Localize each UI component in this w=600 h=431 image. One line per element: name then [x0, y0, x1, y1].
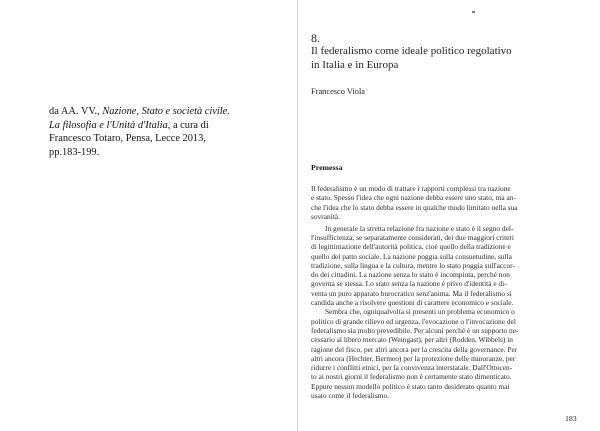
body-line: to ai nostri giorni il federalismo non è certamente stato dimenticato. [311, 372, 512, 382]
body-text [311, 184, 591, 400]
citation-line-1: da AA. VV., Nazione, Stato e società civile. [49, 106, 230, 117]
body-line: quello del patto sociale. La nazione poggia sulla consuetudine, sulla [311, 251, 512, 261]
chapter-title-line: in Italia e in Europa [311, 59, 399, 71]
chapter-number: 8. [311, 31, 320, 45]
body-line: tradizione, sulla lingua e la cultura, mentre lo stato poggia sull'accor- [311, 260, 515, 270]
body-line: e stato. Spesso l'idea che ogni nazione debba essere uno stato, ma an- [311, 193, 516, 203]
body-line: usato come il federalismo. [311, 391, 389, 401]
body-line: altri ancora (Hechter, Bermeo) per la protezione delle minoranze, per [311, 353, 516, 363]
source-citation [49, 105, 289, 159]
section-heading: Premessa [311, 163, 343, 172]
scan-mark [472, 11, 475, 13]
body-line: In generale la stretta relazione fra nazione e stato è il segno del- [325, 223, 514, 233]
body-line: di legittimazione dell'autorità politica, cioè quello della tradizione e [311, 242, 511, 252]
chapter-title-line: Il federalismo come ideale politico regolativo [311, 45, 512, 57]
author-name: Francesco Viola [311, 87, 365, 96]
body-line: Sembra che, ogniqualvolta si presenti un problema economico o [325, 307, 515, 317]
chapter-title [311, 44, 512, 72]
page-number: 183 [565, 414, 577, 423]
body-line: ridurre i conflitti etnici, per la convivenza interstatale. Dall'Ottocen- [311, 363, 513, 373]
left-page [0, 0, 298, 431]
body-line: che l'idea che lo stato debba essere in qualche modo limitato nella sua [311, 202, 518, 212]
body-line: cessario al libero mercato (Weingast), per altri (Rodden, Wibbels) in [311, 335, 513, 345]
body-line: venta un puro apparato burocratico senz'anima. Ma il federalismo si [311, 288, 512, 298]
body-line: l'insufficienza, se separatamente considerati, dei due maggiori criteri [311, 232, 514, 242]
body-line: candida anche a risolvere questioni di carattere economico e sociale. [311, 298, 514, 308]
body-line: do dei cittadini. La nazione senza lo stato è incompiuta, perché non [311, 270, 510, 280]
body-line: governa se stessa. Lo stato senza la nazione è privo d'identità e di- [311, 279, 507, 289]
citation-line-3: Francesco Totaro, Pensa, Lecce 2013, [49, 133, 206, 145]
body-line: politico di grande rilievo ed urgenza, l'evocazione o l'invocazione del [311, 316, 516, 326]
body-line: Eppure nessun modello politico è stato tanto desiderato quanto mai [311, 381, 510, 391]
citation-line-2: La filosofia e l'Unità d'Italia, a cura di [49, 119, 209, 131]
body-line: ragione del fisco, per altri ancora per la crescita della governance. Per [311, 344, 518, 354]
body-line: federalismo sia molto prevedibile. Per alcuni perché è un supporto ne- [311, 325, 519, 335]
body-line: sovranità. [311, 211, 340, 221]
citation-line-4: pp.183-199. [49, 146, 100, 158]
body-line: Il federalismo è un modo di trattare i rapporti complessi tra nazione [311, 184, 511, 193]
